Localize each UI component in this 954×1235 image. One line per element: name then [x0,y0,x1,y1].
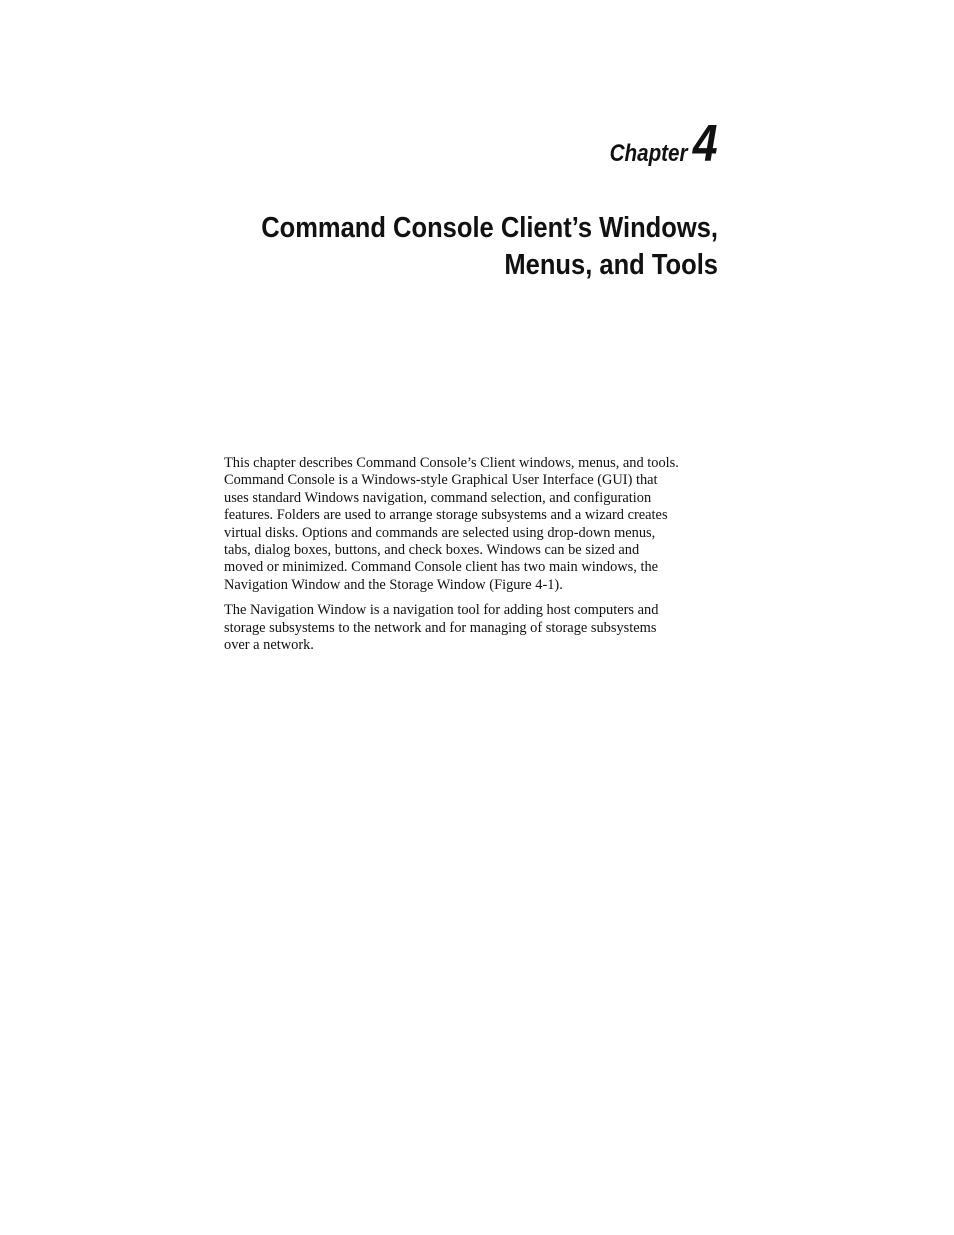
navigation-window-paragraph [224,602,724,654]
intro-paragraph [224,455,724,594]
text-line: features. Folders are used to arrange storage subsystems and a wizard creates [224,507,668,524]
chapter-number: 4 [693,115,718,173]
text-line: Navigation Window and the Storage Window (Figure 4-1). [224,576,563,593]
chapter-title [225,210,718,284]
chapter-heading [609,115,718,173]
text-line: uses standard Windows navigation, command selection, and configuration [224,489,652,506]
text-line: Command Console is a Windows-style Graphical User Interface (GUI) that [224,472,658,489]
text-line: This chapter describes Command Console’s Client windows, menus, and tools. [224,455,679,471]
text-line: tabs, dialog boxes, buttons, and check boxes. Windows can be sized and [224,542,640,559]
chapter-label: Chapter [609,140,688,167]
chapter-intro-text [224,455,724,662]
text-line: The Navigation Window is a navigation tool for adding host computers and [224,602,659,619]
text-line: moved or minimized. Command Console client has two main windows, the [224,559,659,576]
text-line: storage subsystems to the network and for managing of storage subsystems [224,619,657,636]
text-line: over a network. [224,637,314,654]
chapter-title-line-1: Command Console Client’s Windows, [261,212,718,244]
text-line: virtual disks. Options and commands are selected using drop-down menus, [224,524,656,541]
chapter-title-line-2: Menus, and Tools [504,249,718,281]
